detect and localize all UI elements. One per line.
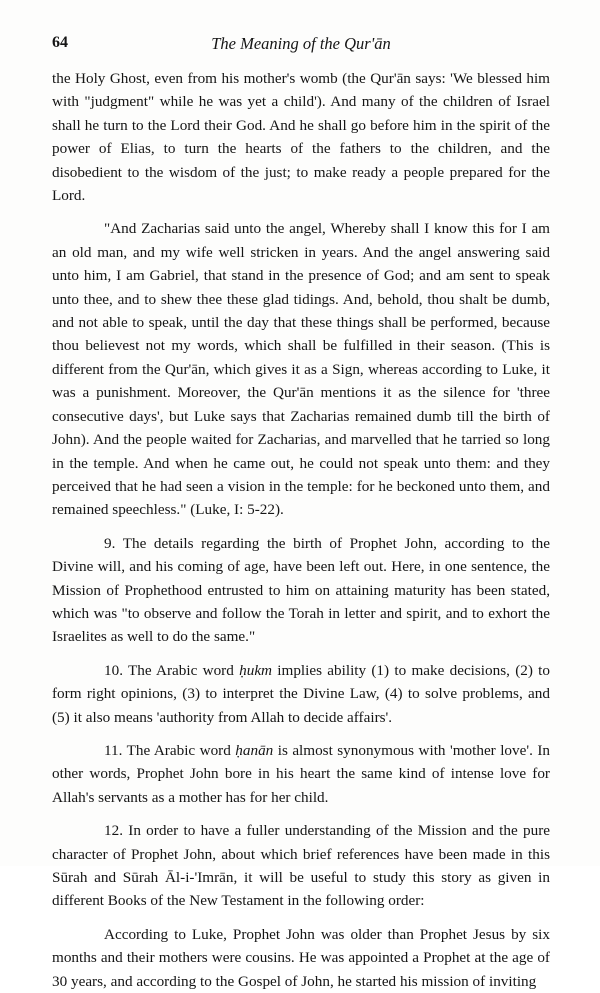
paragraph-zacharias-quote: "And Zacharias said unto the angel, Whereby shall I know this for I am an old man, and my wife well stricken in years. And the angel answering said unto him, I am Gabriel, that stand in the presence of God; and am sent to speak unto thee, and to shew thee these glad tidings. And, behold, thou shalt be dumb, and not able to speak, until the day that these things shall be performed, because thou believest not my words, which shall be fulfilled in their season. (This is different from the Qur'ān, which gives it as a Sign, whereas according to Luke, it was a punishment. Moreover, the Qur'ān mentions it as the silence for 'three consecutive days', but Luke says that Zacharias remained dumb till the birth of John). And the people waited for Zacharias, and marvelled that he tarried so long in the temple. And when he came out, he could not speak unto them: and they perceived that he had seen a vision in the temple: for he beckoned unto them, and remained speechless." (Luke, I: 5-22).	[52, 220, 550, 519]
paragraph-continued: the Holy Ghost, even from his mother's womb (the Qur'ān says: 'We blessed him with "judgment" while he was yet a child'). And many of the children of Israel shall he turn to the Lord their God. And he shall go before him in the spirit of the power of Elias, to turn the hearts of the fathers to the children, and the disobedient to the wisdom of the just; to make ready a people prepared for the Lord.	[52, 70, 550, 205]
note-11-rest: is almost synonymous with 'mother love'. In other words, Prophet John bore in his heart the same kind of intense love for Allah's servants as a mother has for her child.	[52, 741, 550, 806]
paragraph-luke: According to Luke, Prophet John was older than Prophet Jesus by six months and their mothers were cousins. He was appointed a Prophet at the age of 30 years, and according to the Gospel of John, he started his mission of inviting	[52, 925, 550, 990]
note-11-lead: 11. The Arabic word	[104, 741, 236, 759]
book-title: The Meaning of the Qur'ān	[211, 34, 391, 53]
arabic-term-hanan: ḥanān	[235, 741, 274, 759]
note-12: 12. In order to have a fuller understanding of the Mission and the pure character of Prophet John, about which brief references have been made in this Sūrah and Sūrah Āl-i-'Imrān, it will be useful to study this story as given in different Books of the New Testament in the following order:	[52, 822, 550, 910]
note-10-lead: 10. The Arabic word	[104, 661, 240, 679]
note-11	[52, 739, 550, 809]
note-10	[52, 659, 550, 729]
body-text	[52, 67, 550, 993]
note-9: 9. The details regarding the birth of Prophet John, according to the Divine will, and his coming of age, have been left out. Here, in one sentence, the Mission of Prophethood entrusted to him on attaining maturity has been stated, which was "to observe and follow the Torah in letter and spirit, and to exhort the Israelites as well to do the same."	[52, 534, 550, 646]
note-10-rest: implies ability (1) to make decisions, (2) to form right opinions, (3) to interpret the Divine Law, (4) to solve problems, and (5) it also means 'authority from Allah to decide affairs'.	[52, 661, 550, 726]
running-header	[52, 34, 550, 54]
arabic-term-hukm: ḥukm	[239, 661, 273, 679]
page-number: 64	[52, 34, 68, 51]
